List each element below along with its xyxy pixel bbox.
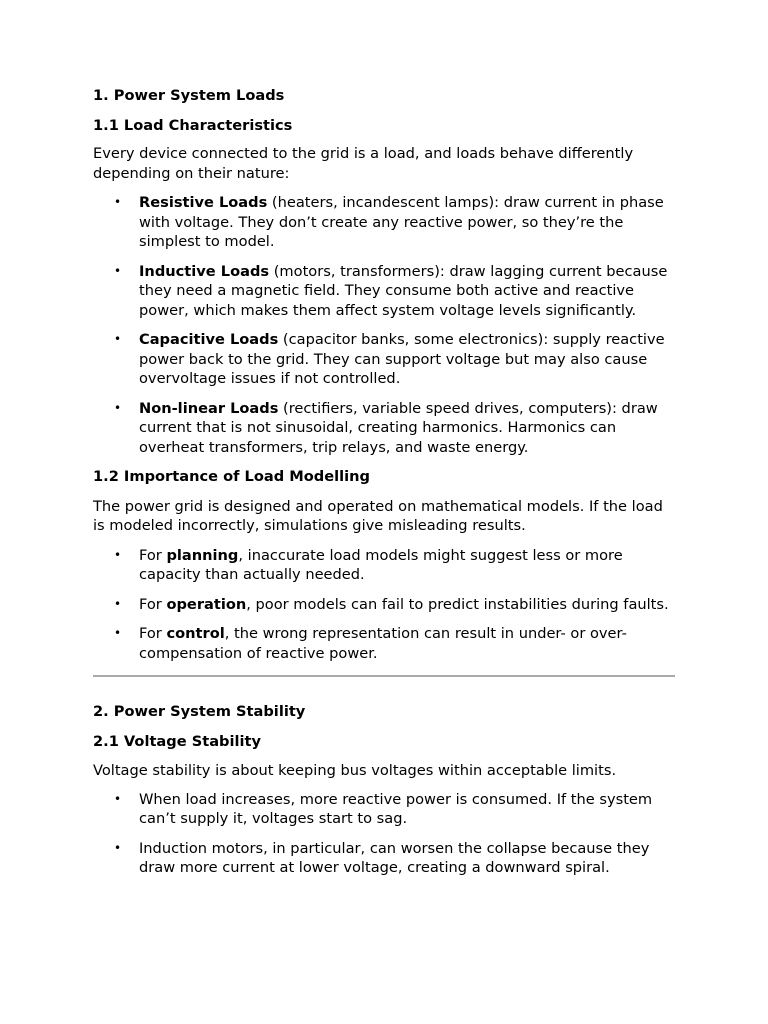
paragraph: Voltage stability is about keeping bus voltages within acceptable limits. <box>93 762 617 779</box>
paragraph: Every device connected to the grid is a load, and loads behave differently depending on their nature: <box>93 145 634 182</box>
list-item-term: planning <box>166 546 239 564</box>
list-item-text: , inaccurate load models might suggest less or more capacity than actually needed. <box>139 546 623 583</box>
list-item-text: , poor models can fail to predict instabilities during faults. <box>246 595 669 613</box>
list-item-term: Non-linear Loads <box>139 399 279 417</box>
bullet-icon: • <box>114 263 122 278</box>
list-item <box>93 193 675 252</box>
list-item-term: Inductive Loads <box>139 262 270 280</box>
bullet-icon: • <box>114 840 122 855</box>
document-content <box>93 86 675 878</box>
bullet-icon: • <box>114 596 122 611</box>
list-item-term: Capacitive Loads <box>139 331 279 348</box>
list-item-prefix: For <box>139 595 167 613</box>
list-item-text: (rectifiers, variable speed drives, computers): draw current that is not sinusoidal, creating harmonics. Harmonics can overheat transformers, trip relays, and waste energy. <box>139 399 658 456</box>
list-item-text: (capacitor banks, some electronics): supply reactive power back to the grid. They can support voltage but may also cause overvoltage issues if not controlled. <box>139 331 665 387</box>
bullet-list <box>93 790 675 878</box>
bullet-icon: • <box>114 195 122 209</box>
bullet-list <box>93 546 675 664</box>
list-item <box>93 262 675 321</box>
subsection-heading: 1.2 Importance of Load Modelling <box>93 468 370 485</box>
paragraph: The power grid is designed and operated on mathematical models. If the load is modeled incorrectly, simulations give misleading results. <box>93 497 663 534</box>
section-heading: 1. Power System Loads <box>93 87 285 104</box>
list-item <box>93 839 675 878</box>
list-item <box>93 330 675 389</box>
bullet-icon: • <box>114 332 122 346</box>
list-item-prefix: For <box>139 625 167 642</box>
subsection-heading: 2.1 Voltage Stability <box>93 732 261 750</box>
subsection-heading: 1.1 Load Characteristics <box>93 116 293 134</box>
list-item <box>93 790 675 829</box>
horizontal-divider <box>93 675 675 677</box>
list-item-term: Resistive Loads <box>139 194 268 211</box>
bullet-icon: • <box>114 547 122 562</box>
list-item-text: (heaters, incandescent lamps): draw current in phase with voltage. They don’t create any reactive power, so they’re the simplest to model. <box>139 194 664 250</box>
list-item <box>93 399 675 458</box>
list-item <box>93 546 675 585</box>
section-heading: 2. Power System Stability <box>93 703 306 720</box>
bullet-icon: • <box>114 400 122 415</box>
list-item-text: When load increases, more reactive power is consumed. If the system can’t supply it, voltages start to sag. <box>139 790 653 827</box>
bullet-icon: • <box>114 626 122 640</box>
bullet-list <box>93 193 675 457</box>
bullet-icon: • <box>114 791 122 806</box>
list-item-text: , the wrong representation can result in under- or over-compensation of reactive power. <box>139 625 627 662</box>
list-item-term: operation <box>166 595 247 613</box>
list-item-prefix: For <box>139 546 167 564</box>
list-item <box>93 595 675 615</box>
list-item-text: Induction motors, in particular, can worsen the collapse because they draw more current at lower voltage, creating a downward spiral. <box>139 839 650 876</box>
list-item-text: (motors, transformers): draw lagging current because they need a magnetic field. They consume both active and reactive power, which makes them affect system voltage levels significantly. <box>139 262 668 319</box>
list-item-term: control <box>166 625 225 642</box>
list-item <box>93 624 675 663</box>
